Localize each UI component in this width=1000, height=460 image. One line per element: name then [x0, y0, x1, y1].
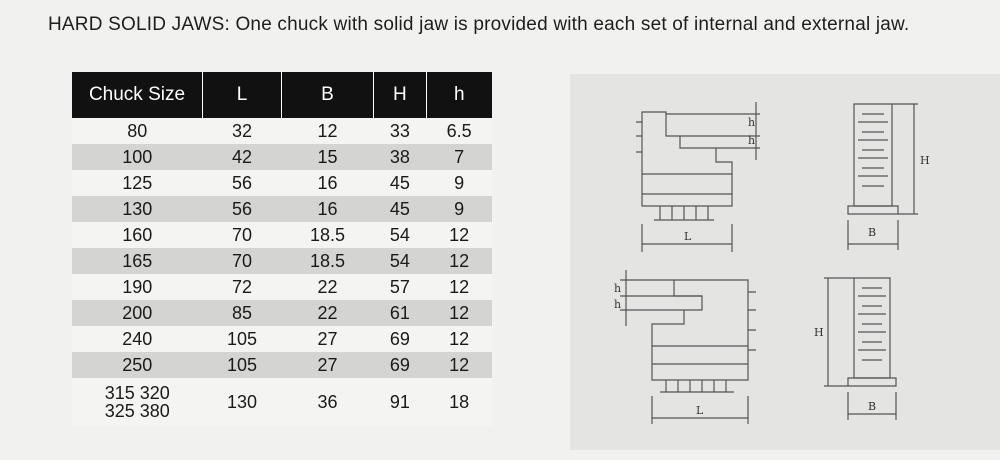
chuck-size-value: 165 — [122, 251, 153, 271]
cell-chuck-size — [72, 274, 203, 300]
table-row — [72, 118, 492, 144]
cell-L: 70 — [203, 248, 282, 274]
cell-h: 12 — [426, 248, 492, 274]
cell-H: 61 — [374, 300, 427, 326]
chuck-size-value: 325 380 — [104, 401, 170, 421]
cell-chuck-size — [72, 144, 203, 170]
cell-chuck-size — [72, 196, 203, 222]
dim-label-h-bottom-1: h — [614, 282, 622, 295]
cell-chuck-size — [72, 300, 203, 326]
cell-h: 9 — [426, 170, 492, 196]
header-B: B — [281, 72, 373, 118]
cell-chuck-size — [72, 170, 203, 196]
jaw-drawings-panel — [570, 74, 1000, 450]
cell-B: 18.5 — [281, 248, 373, 274]
cell-L: 105 — [203, 352, 282, 378]
chuck-size-value: 100 — [122, 147, 153, 167]
cell-h: 12 — [426, 326, 492, 352]
cell-H: 54 — [374, 222, 427, 248]
dim-label-B-bottom: B — [868, 400, 877, 413]
cell-chuck-size — [72, 118, 203, 144]
table-row — [72, 326, 492, 352]
cell-chuck-size — [72, 352, 203, 378]
cell-B: 15 — [281, 144, 373, 170]
dim-label-H-bottom: H — [814, 326, 824, 339]
cell-B: 22 — [281, 274, 373, 300]
table-header-row — [72, 72, 492, 118]
cell-h: 12 — [426, 352, 492, 378]
chuck-size-value: 190 — [122, 277, 153, 297]
cell-B: 36 — [281, 378, 373, 426]
cell-H: 45 — [374, 196, 427, 222]
cell-chuck-size — [72, 222, 203, 248]
chuck-size-value: 160 — [122, 225, 153, 245]
dim-label-h-bottom-2: h — [614, 298, 622, 311]
cell-H: 54 — [374, 248, 427, 274]
cell-H: 69 — [374, 352, 427, 378]
cell-chuck-size — [72, 326, 203, 352]
external-jaw-front-view — [848, 104, 918, 250]
cell-chuck-size — [72, 378, 203, 426]
cell-h: 12 — [426, 222, 492, 248]
table-row — [72, 300, 492, 326]
chuck-size-value: 200 — [122, 303, 153, 323]
cell-H: 57 — [374, 274, 427, 300]
header-h: h — [426, 72, 492, 118]
cell-L: 70 — [203, 222, 282, 248]
table-row — [72, 378, 492, 426]
dim-label-L-bottom: L — [696, 404, 704, 417]
header-H: H — [374, 72, 427, 118]
cell-h: 12 — [426, 274, 492, 300]
cell-H: 33 — [374, 118, 427, 144]
table-row — [72, 352, 492, 378]
dim-label-h-top-1: h — [748, 116, 756, 129]
cell-B: 16 — [281, 170, 373, 196]
cell-L: 85 — [203, 300, 282, 326]
chuck-size-value: 130 — [122, 199, 153, 219]
cell-B: 27 — [281, 352, 373, 378]
cell-H: 69 — [374, 326, 427, 352]
table-row — [72, 248, 492, 274]
table-body — [72, 118, 492, 426]
chuck-size-table — [72, 72, 492, 426]
table-row — [72, 274, 492, 300]
table-row — [72, 144, 492, 170]
cell-L: 72 — [203, 274, 282, 300]
cell-L: 56 — [203, 196, 282, 222]
cell-h: 9 — [426, 196, 492, 222]
dim-label-B-top: B — [868, 226, 877, 239]
table-row — [72, 170, 492, 196]
dim-label-h-top-2: h — [748, 134, 756, 147]
cell-h: 12 — [426, 300, 492, 326]
internal-jaw-side-view — [620, 270, 756, 424]
chuck-size-value: 250 — [122, 355, 153, 375]
header-chuck-size: Chuck Size — [72, 72, 203, 118]
cell-h: 6.5 — [426, 118, 492, 144]
cell-h: 7 — [426, 144, 492, 170]
cell-B: 22 — [281, 300, 373, 326]
cell-B: 16 — [281, 196, 373, 222]
dim-label-L-top: L — [684, 230, 692, 243]
page-heading: HARD SOLID JAWS: One chuck with solid jaw is provided with each set of internal and external jaw. — [48, 14, 910, 35]
chuck-size-value: 240 — [122, 329, 153, 349]
cell-L: 105 — [203, 326, 282, 352]
cell-L: 32 — [203, 118, 282, 144]
internal-jaw-front-view — [824, 278, 896, 420]
table-row — [72, 222, 492, 248]
cell-H: 38 — [374, 144, 427, 170]
cell-L: 56 — [203, 170, 282, 196]
cell-H: 91 — [374, 378, 427, 426]
chuck-size-value: 80 — [127, 121, 148, 141]
chuck-size-value: 315 320 — [104, 383, 170, 403]
cell-B: 18.5 — [281, 222, 373, 248]
cell-B: 12 — [281, 118, 373, 144]
cell-H: 45 — [374, 170, 427, 196]
header-L: L — [203, 72, 282, 118]
table-row — [72, 196, 492, 222]
cell-h: 18 — [426, 378, 492, 426]
cell-L: 130 — [203, 378, 282, 426]
dim-label-H-top: H — [920, 154, 930, 167]
external-jaw-side-view — [636, 102, 760, 252]
cell-B: 27 — [281, 326, 373, 352]
jaw-drawings — [570, 74, 1000, 450]
chuck-size-value: 125 — [122, 173, 153, 193]
cell-L: 42 — [203, 144, 282, 170]
cell-chuck-size — [72, 248, 203, 274]
